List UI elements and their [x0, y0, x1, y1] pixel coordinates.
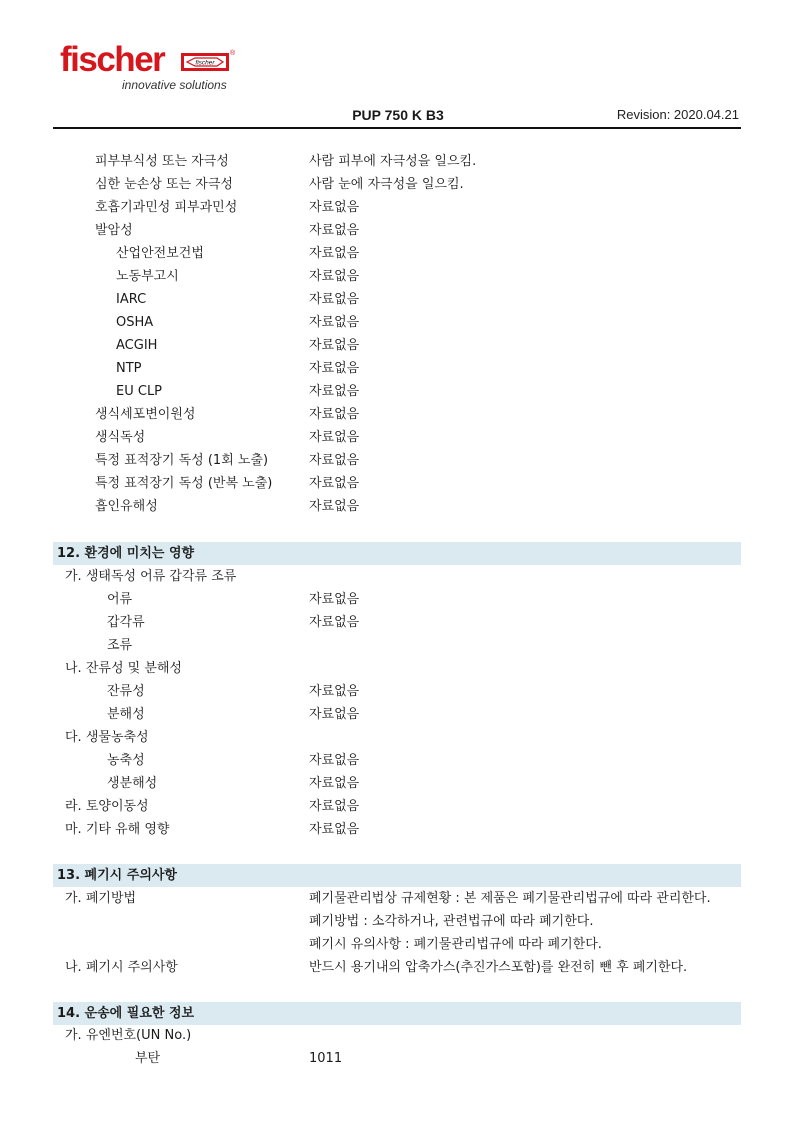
list-row: [0, 290, 793, 310]
row-value: 자료없음: [309, 338, 360, 353]
list-row: [0, 244, 793, 264]
list-row: [0, 820, 793, 840]
row-value: 자료없음: [309, 615, 360, 630]
revision-date: Revision: 2020.04.21: [616, 107, 739, 122]
row-label: 잔류성: [107, 684, 145, 699]
list-row: [0, 636, 793, 656]
list-row: [0, 567, 793, 587]
list-row: [0, 382, 793, 402]
list-row: [0, 313, 793, 333]
list-row: [0, 774, 793, 794]
row-value: 사람 피부에 자극성을 일으킴.: [309, 154, 477, 169]
row-label: 특정 표적장기 독성 (반복 노출): [95, 476, 273, 491]
row-label: 심한 눈손상 또는 자극성: [95, 177, 233, 192]
list-row: [0, 474, 793, 494]
row-label: 생식세포변이원성: [95, 407, 196, 422]
list-row: [0, 336, 793, 356]
list-row: [0, 175, 793, 195]
list-row: [0, 797, 793, 817]
caution-label: 나. 폐기시 주의사항: [65, 960, 178, 975]
row-value: 자료없음: [309, 384, 360, 399]
row-value: 자료없음: [309, 407, 360, 422]
list-row: [0, 152, 793, 172]
list-row: [0, 405, 793, 425]
row-value: 자료없음: [309, 361, 360, 376]
row-value: 자료없음: [309, 592, 360, 607]
row-label: 라. 토양이동성: [65, 799, 149, 814]
row-label: 분해성: [107, 707, 145, 722]
row-value: 자료없음: [309, 453, 360, 468]
row-label: 조류: [107, 638, 133, 653]
section-title: 14. 운송에 필요한 정보: [57, 1006, 195, 1021]
registered-mark: ®: [230, 50, 236, 57]
list-row: [0, 221, 793, 241]
list-row: [0, 267, 793, 287]
section-13-header: [53, 864, 741, 887]
fish-badge-icon: [181, 53, 229, 71]
tagline: innovative solutions: [122, 78, 227, 92]
header-divider: [53, 127, 741, 129]
row-value: 자료없음: [309, 753, 360, 768]
item-label: 부탄: [135, 1051, 161, 1066]
list-row: [0, 705, 793, 725]
section-title: 12. 환경에 미치는 영향: [57, 546, 195, 561]
row-label: 흡인유해성: [95, 499, 158, 514]
list-row: [0, 659, 793, 679]
list-row: [0, 590, 793, 610]
row-value: 자료없음: [309, 223, 360, 238]
section-title: 13. 폐기시 주의사항: [57, 868, 177, 883]
row-label: 노동부고시: [116, 269, 179, 284]
list-row: [0, 359, 793, 379]
row-label: 산업안전보건법: [116, 246, 204, 261]
svg-text:fischer: fischer: [195, 59, 215, 67]
list-row: [0, 728, 793, 748]
row-value: 자료없음: [309, 499, 360, 514]
row-label: IARC: [116, 292, 147, 307]
list-row: [0, 613, 793, 633]
row-value: 자료없음: [309, 707, 360, 722]
caution-value: 반드시 용기내의 압축가스(추진가스포함)를 완전히 뺀 후 폐기한다.: [309, 960, 688, 975]
disposal-label: 가. 폐기방법: [65, 891, 137, 906]
product-name: PUP 750 K B3: [352, 107, 444, 123]
row-label: ACGIH: [116, 338, 158, 353]
row-label: 어류: [107, 592, 133, 607]
un-number-value: 1011: [309, 1051, 343, 1066]
row-value: 자료없음: [309, 246, 360, 261]
row-value: 자료없음: [309, 269, 360, 284]
list-row: [0, 451, 793, 471]
row-value: 자료없음: [309, 292, 360, 307]
list-row: [0, 751, 793, 771]
row-label: EU CLP: [116, 384, 163, 399]
row-label: OSHA: [116, 315, 154, 330]
brand-wordmark: fischer: [60, 40, 165, 79]
row-label: 피부부식성 또는 자극성: [95, 154, 229, 169]
row-label: 생식독성: [95, 430, 146, 445]
row-label: 생분해성: [107, 776, 158, 791]
row-value: 자료없음: [309, 684, 360, 699]
section-14-header: [53, 1002, 741, 1025]
row-value: 자료없음: [309, 315, 360, 330]
row-label: 갑각류: [107, 615, 145, 630]
row-label: 호흡기과민성 피부과민성: [95, 200, 238, 215]
un-number-label: 가. 유엔번호(UN No.): [65, 1028, 192, 1043]
list-row: [0, 682, 793, 702]
row-label: 가. 생태독성 어류 갑각류 조류: [65, 569, 237, 584]
row-label: 농축성: [107, 753, 145, 768]
row-value: 사람 눈에 자극성을 일으킴.: [309, 177, 464, 192]
row-value: 자료없음: [309, 430, 360, 445]
row-value: 자료없음: [309, 476, 360, 491]
row-value: 자료없음: [309, 776, 360, 791]
disposal-line: 폐기물관리법상 규제현황 : 본 제품은 폐기물관리법규에 따라 관리한다.: [309, 891, 711, 906]
row-label: 다. 생물농축성: [65, 730, 149, 745]
row-value: 자료없음: [309, 200, 360, 215]
disposal-line: 폐기시 유의사항 : 폐기물관리법규에 따라 폐기한다.: [309, 937, 602, 952]
row-label: NTP: [116, 361, 142, 376]
row-label: 나. 잔류성 및 분해성: [65, 661, 182, 676]
list-row: [0, 198, 793, 218]
row-value: 자료없음: [309, 799, 360, 814]
row-label: 발암성: [95, 223, 133, 238]
list-row: [0, 497, 793, 517]
disposal-line: 폐기방법 : 소각하거나, 관련법규에 따라 폐기한다.: [309, 914, 594, 929]
section-12-header: [53, 542, 741, 565]
row-value: 자료없음: [309, 822, 360, 837]
row-label: 특정 표적장기 독성 (1회 노출): [95, 453, 269, 468]
row-label: 마. 기타 유해 영향: [65, 822, 170, 837]
list-row: [0, 428, 793, 448]
